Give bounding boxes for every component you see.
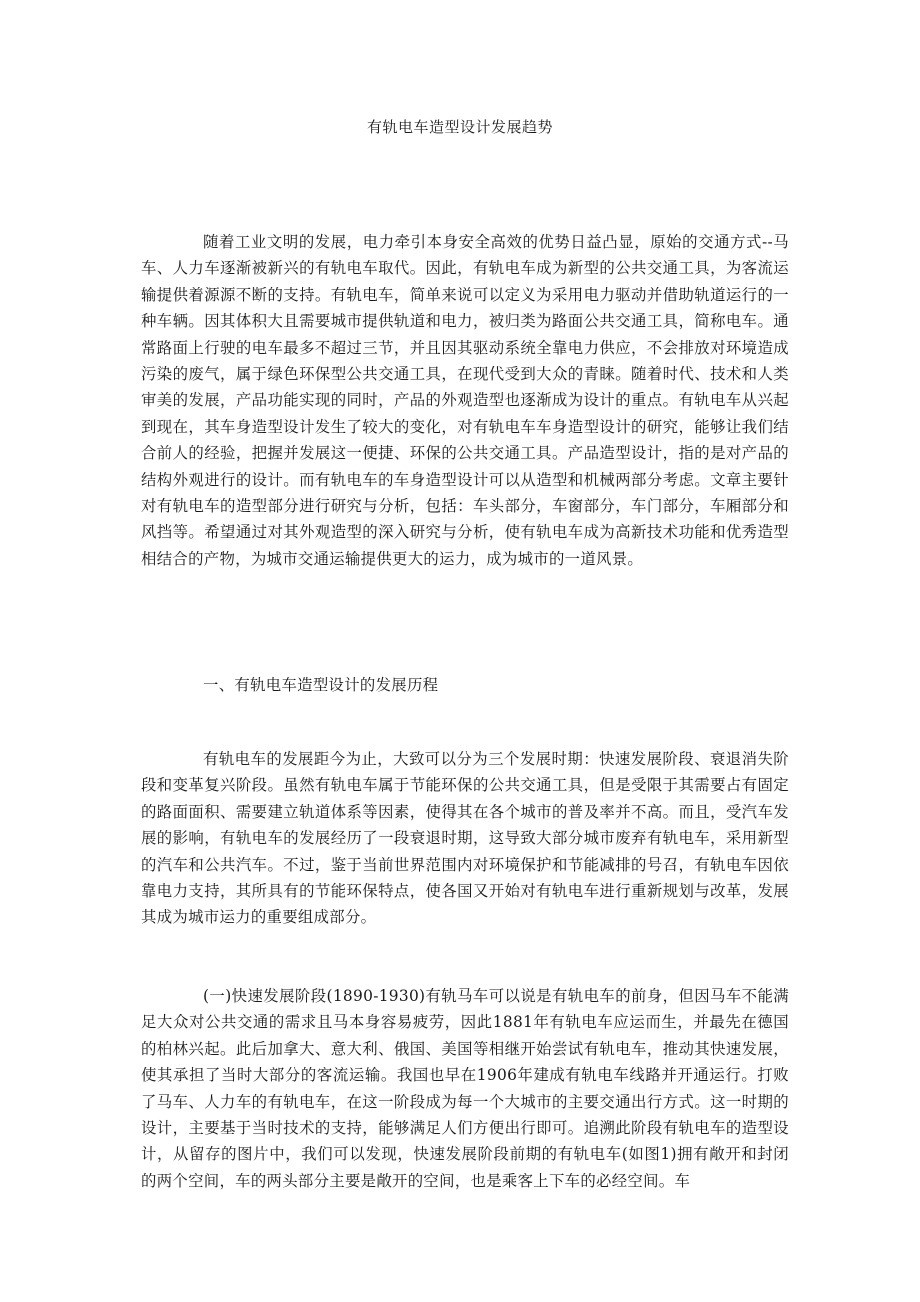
section-heading: 一、有轨电车造型设计的发展历程 <box>203 676 439 694</box>
document-title: 有轨电车造型设计发展趋势 <box>366 118 553 136</box>
subsection-paragraph: (一)快速发展阶段(1890-1930)有轨马车可以说是有轨电车的前身，但因马车不能满足大众对公共交通的需求且马本身容易疲劳，因此1881年有轨电车应运而生，并最先在德国的柏林兴起。此后加拿大、意大利、俄国、美国等相继开始尝试有轨电车，推动其快速发展，使其承担了当时大部分的客流运输。我国也早在1906年建成有轨电车线路并开通运行。打败了马车、人力车的有轨电车，在这一阶段成为每一个大城市的主要交通出行方式。这一时期的设计，主要基于当时技术的支持，能够满足人们方便出行即可。追溯此阶段有轨电车的造型设计，从留存的图片中，我们可以发现，快速发展阶段前期的有轨电车(如图1)拥有敞开和封闭的两个空间，车的两头部分主要是敞开的空间，也是乘客上下车的必经空间。车 <box>141 987 789 1190</box>
section-paragraph: 有轨电车的发展距今为止，大致可以分为三个发展时期：快速发展阶段、衰退消失阶段和变革复兴阶段。虽然有轨电车属于节能环保的公共交通工具，但是受限于其需要占有固定的路面面积、需要建立轨道体系等因素，使得其在各个城市的普及率并不高。而且，受汽车发展的影响，有轨电车的发展经历了一段衰退时期，这导致大部分城市废弃有轨电车，采用新型的汽车和公共汽车。不过，鉴于当前世界范围内对环境保护和节能减排的号召，有轨电车因依靠电力支持，其所具有的节能环保特点，使各国又开始对有轨电车进行重新规划与改革，发展其成为城市运力的重要组成部分。 <box>141 750 789 927</box>
intro-paragraph: 随着工业文明的发展，电力牵引本身安全高效的优势日益凸显，原始的交通方式--马车、人力车逐渐被新兴的有轨电车取代。因此，有轨电车成为新型的公共交通工具，为客流运输提供着源源不断的支持。有轨电车，简单来说可以定义为采用电力驱动并借助轨道运行的一种车辆。因其体积大且需要城市提供轨道和电力，被归类为路面公共交通工具，简称电车。通常路面上行驶的电车最多不超过三节，并且因其驱动系统全靠电力供应，不会排放对环境造成污染的废气，属于绿色环保型公共交通工具，在现代受到大众的青睐。随着时代、技术和人类审美的发展，产品功能实现的同时，产品的外观造型也逐渐成为设计的重点。有轨电车从兴起到现在，其车身造型设计发生了较大的变化，对有轨电车车身造型设计的研究，能够让我们结合前人的经验，把握并发展这一便捷、环保的公共交通工具。产品造型设计，指的是对产品的结构外观进行的设计。而有轨电车的车身造型设计可以从造型和机械两部分考虑。文章主要针对有轨电车的造型部分进行研究与分析，包括：车头部分，车窗部分，车门部分，车厢部分和风挡等。希望通过对其外观造型的深入研究与分析，使有轨电车成为高新技术功能和优秀造型相结合的产物，为城市交通运输提供更大的运力，成为城市的一道风景。 <box>141 233 789 568</box>
